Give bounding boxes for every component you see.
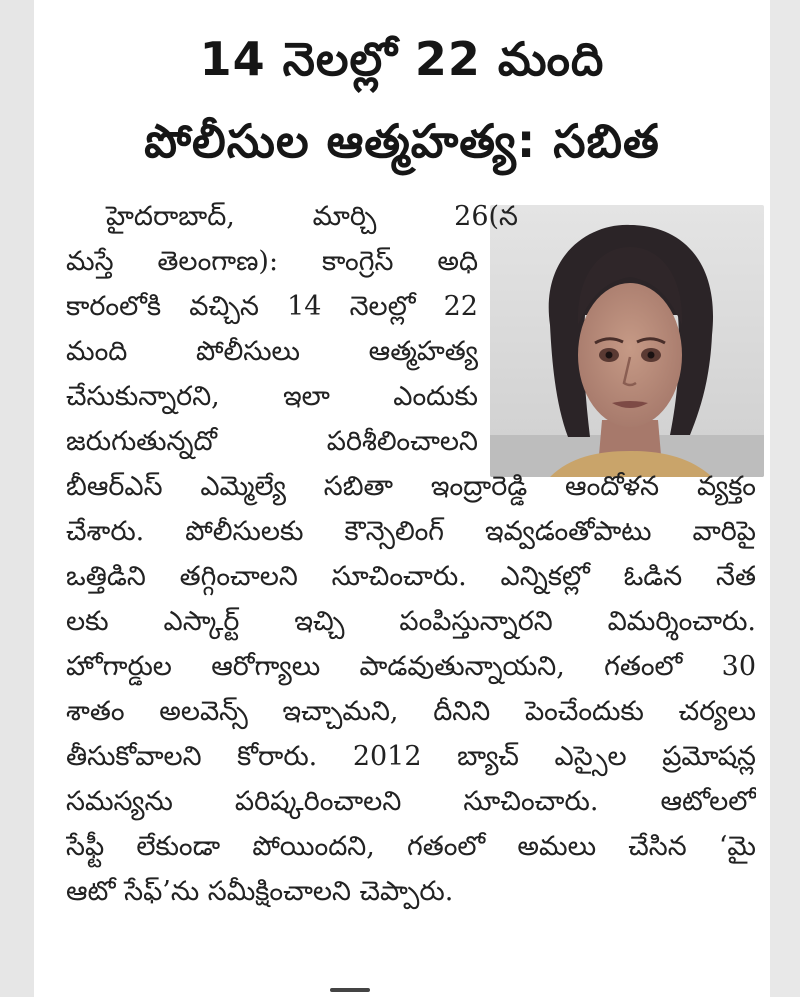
article-line: హోగార్డుల ఆరోగ్యాలు పాడవుతున్నాయని, గతంలో 30: [66, 651, 756, 682]
headline: [34, 18, 770, 182]
article-line: సమస్యను పరిష్కరించాలని సూచించారు. ఆటోలలో: [66, 786, 756, 817]
article-line: శాతం అలవెన్స్ ఇచ్చామని, దీనిని పెంచేందుకు చర్యలు: [66, 696, 756, 727]
article-body: [66, 194, 756, 914]
article-line: ఒత్తిడిని తగ్గించాలని సూచించారు. ఎన్నికల్లో ఓడిన నేత: [66, 561, 756, 592]
article-line: మంది పోలీసులు ఆత్మహత్య: [66, 336, 478, 367]
article-line: చేసుకున్నారని, ఇలా ఎందుకు: [66, 381, 478, 412]
article-line: సేఫ్టీ లేకుండా పోయిందని, గతంలో అమలు చేసిన ‘మై: [66, 831, 756, 862]
article-line: మస్తే తెలంగాణ): కాంగ్రెస్ అధి: [66, 246, 478, 277]
page-edge-left: [0, 0, 34, 997]
article-line: తీసుకోవాలని కోరారు. 2012 బ్యాచ్ ఎస్సైల ప్రమోషన్ల: [66, 741, 756, 772]
article-line: జరుగుతున్నదో పరిశీలించాలని: [66, 426, 478, 457]
headline-line-2: పోలీసుల ఆత్మహత్య: సబిత: [144, 114, 660, 168]
article-line: ఆటో సేఫ్’ను సమీక్షించాలని చెప్పారు.: [66, 876, 454, 907]
article-line: హైదరాబాద్, మార్చి 26(న: [106, 201, 518, 232]
column-end-mark: [330, 988, 370, 992]
article-line: చేశారు. పోలీసులకు కౌన్సెలింగ్ ఇవ్వడంతోపాటు వారిపై: [66, 516, 756, 547]
article-line: లకు ఎస్కార్ట్ ఇచ్చి పంపిస్తున్నారని విమర్శించారు.: [66, 606, 756, 637]
headline-line-1: 14 నెలల్లో 22 మంది: [199, 32, 605, 86]
page-edge-right: [770, 0, 800, 997]
news-clipping: [34, 0, 770, 997]
article-line: కారంలోకి వచ్చిన 14 నెలల్లో 22: [66, 291, 478, 322]
article-line: బీఆర్‌ఎస్ ఎమ్మెల్యే సబితా ఇంద్రారెడ్డి ఆందోళన వ్యక్తం: [66, 471, 756, 502]
